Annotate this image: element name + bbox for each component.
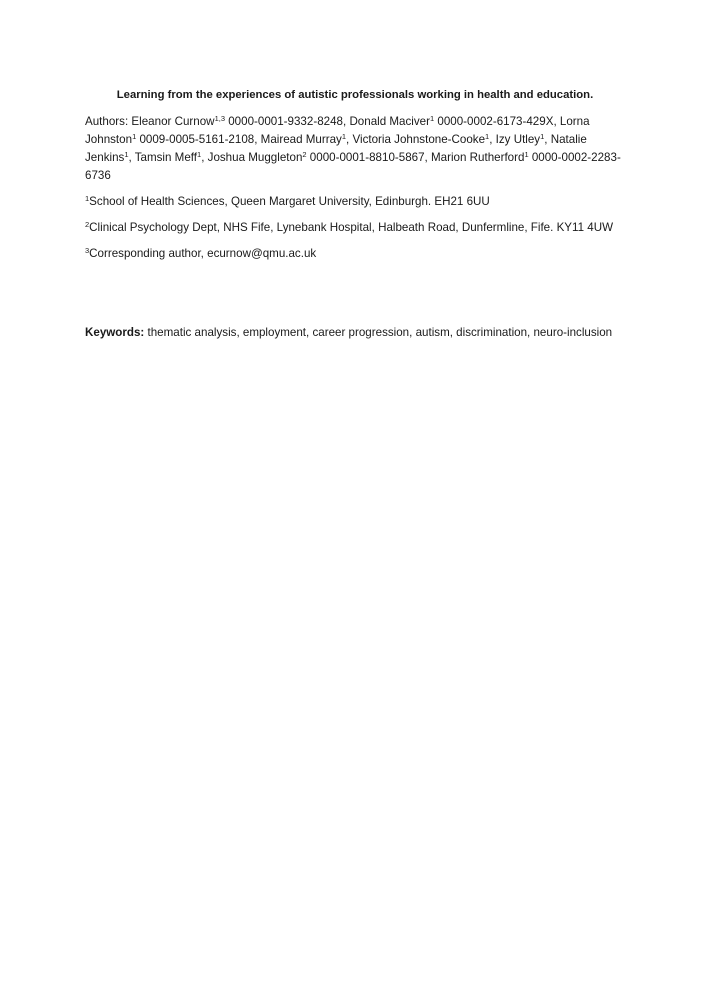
author-name: Marion Rutherford: [431, 151, 525, 164]
author: [349, 115, 559, 128]
author-name: Tamsin Meff: [134, 151, 198, 164]
keywords-text: thematic analysis, employment, career progression, autism, discrimination, neuro-inclusion: [147, 326, 613, 339]
author-affiliation-mark: 1,3: [214, 114, 225, 123]
author-name: Donald Maciver: [349, 115, 430, 128]
author-affiliation-mark: 1: [197, 150, 202, 159]
corresponding-author-text: Corresponding author, ecurnow@qmu.ac.uk: [89, 247, 317, 260]
author-separator: ,: [489, 133, 496, 146]
author: [135, 151, 208, 164]
author-separator: ,: [342, 115, 350, 128]
author: [131, 115, 349, 128]
author-separator: ,: [544, 133, 551, 146]
paper-title: Learning from the experiences of autistic professionals working in health and education.: [116, 89, 594, 101]
author-name: Natalie Jenkins: [85, 133, 587, 164]
author-separator: ,: [424, 151, 431, 164]
author-affiliation-mark: 1: [341, 132, 347, 141]
author-name: Izy Utley: [495, 133, 541, 146]
author-orcid: 0000-0002-2283-6736: [85, 151, 621, 182]
author: [496, 133, 551, 146]
author-separator: ,: [201, 151, 208, 164]
author: [352, 133, 495, 146]
affiliation-text: Clinical Psychology Dept, NHS Fife, Lynebank Hospital, Halbeath Road, Dunfermline, Fife. KY11 4UW: [89, 221, 614, 234]
author-orcid: 0000-0001-9332-8248: [228, 115, 343, 128]
author-list: [85, 113, 625, 185]
affiliation-text: School of Health Sciences, Queen Margaret University, Edinburgh. EH21 6UU: [89, 195, 490, 208]
author-name: Mairead Murray: [260, 133, 342, 146]
author-name: Lorna Johnston: [85, 115, 590, 146]
author-name: Joshua Muggleton: [207, 151, 303, 164]
author: [261, 133, 353, 146]
author-affiliation-mark: 1: [485, 132, 490, 141]
author-affiliation-mark: 1: [132, 132, 137, 141]
affiliation-2: [85, 219, 625, 237]
affiliation-1: [85, 193, 625, 211]
author-affiliation-mark: 1: [540, 132, 545, 141]
author-name: Eleanor Curnow: [131, 115, 215, 128]
keywords-label: Keywords:: [85, 326, 145, 339]
author: [208, 151, 431, 164]
author-affiliation-mark: 1: [524, 150, 529, 159]
title-page-content: [85, 86, 625, 342]
author-affiliation-mark: 2: [302, 150, 307, 159]
corresponding-author: [85, 245, 625, 263]
author-name: Victoria Johnstone-Cooke: [352, 133, 486, 146]
author-separator: ,: [346, 133, 353, 146]
affiliation-mark: 1: [85, 194, 90, 203]
affiliation-mark: 2: [85, 220, 90, 229]
author-orcid: 0000-0001-8810-5867: [309, 151, 425, 164]
keywords: [85, 324, 625, 342]
author-separator: ,: [254, 133, 261, 146]
author-orcid: 0000-0002-6173-429X: [437, 115, 554, 128]
author-affiliation-mark: 1: [429, 114, 435, 123]
author-separator: ,: [553, 115, 560, 128]
author-orcid: 0009-0005-5161-2108: [139, 133, 255, 146]
affiliation-mark: 3: [85, 246, 90, 255]
author-affiliation-mark: 1: [124, 150, 129, 159]
author-separator: ,: [128, 151, 135, 164]
authors-container: [85, 115, 621, 182]
authors-label: Authors:: [85, 115, 129, 128]
